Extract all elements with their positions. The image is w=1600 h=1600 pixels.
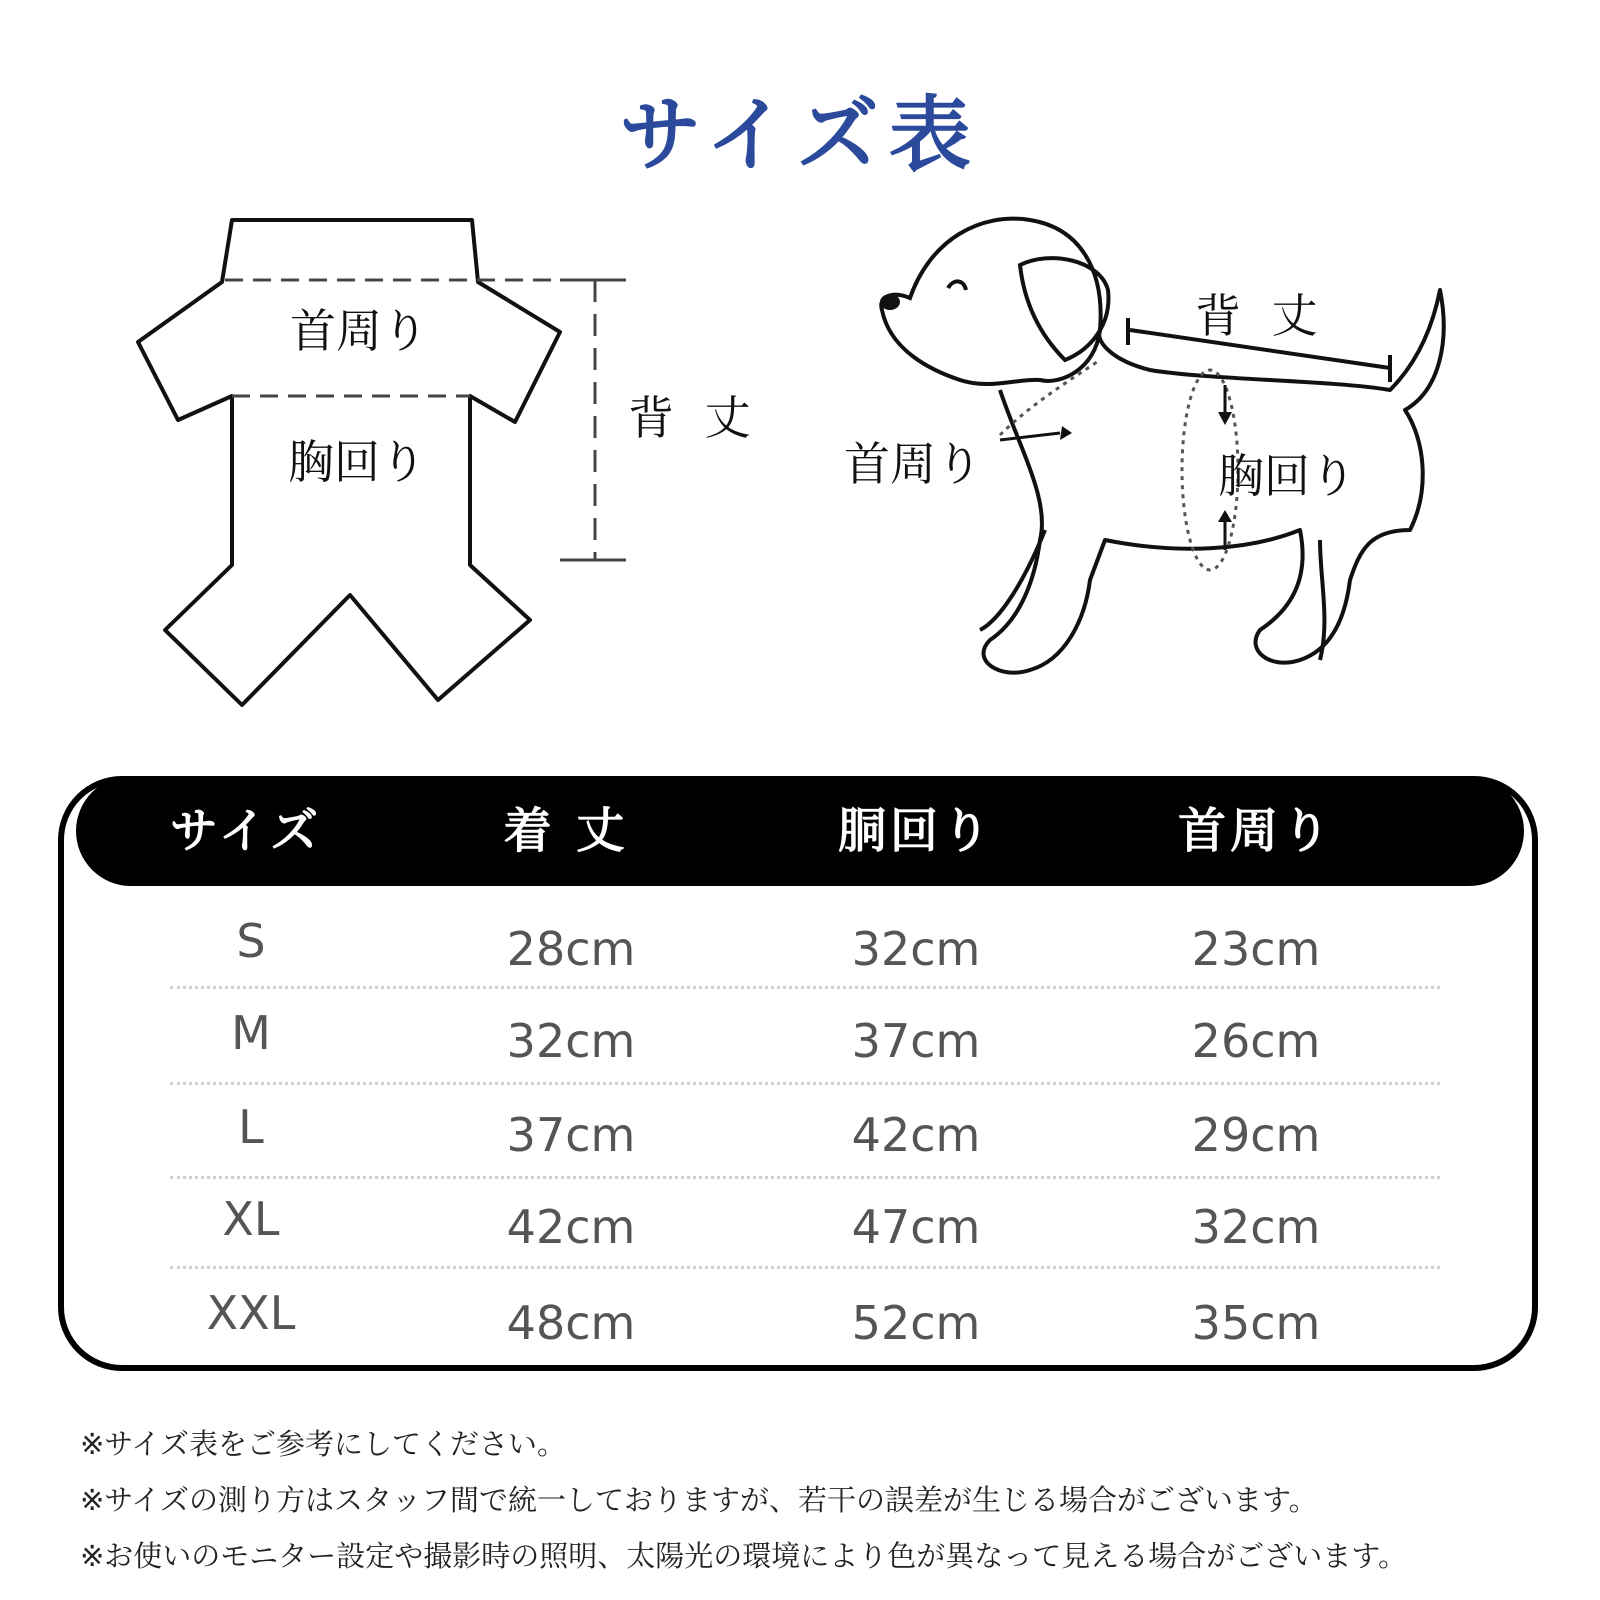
size-cell: M [231,1006,271,1060]
header-neck: 首周り [1177,803,1334,859]
garment-back-label: 背 丈 [628,391,759,445]
neck-cell: 26cm [1191,1014,1321,1068]
dog-chest-label: 胸回り [1218,449,1356,503]
length-cell: 48cm [506,1296,636,1350]
waist-cell: 32cm [851,922,981,976]
table-row [76,1268,1524,1358]
neck-cell: 35cm [1191,1296,1321,1350]
waist-cell: 52cm [851,1296,981,1350]
neck-cell: 32cm [1191,1200,1321,1254]
length-cell: 32cm [506,1014,636,1068]
table-row [76,1174,1524,1264]
table-row [76,896,1524,986]
header-size: サイズ [169,803,323,859]
table-row [76,988,1524,1078]
note-color-difference: ※お使いのモニター設定や撮影時の照明、太陽光の環境により色が異なって見える場合がございます。 [80,1539,1407,1573]
waist-cell: 42cm [851,1108,981,1162]
dog-back-label: 背 丈 [1195,289,1326,343]
note-measurement-error: ※サイズの測り方はスタッフ間で統一しておりますが、若干の誤差が生じる場合がございます。 [80,1483,1318,1517]
garment-outline-illustration [120,200,780,730]
dog-neck-label: 首周り [844,437,982,491]
neck-cell: 23cm [1191,922,1321,976]
neck-cell: 29cm [1191,1108,1321,1162]
garment-chest-label: 胸回り [288,435,426,489]
garment-diagram [120,200,780,730]
size-cell: S [236,914,266,968]
table-row [76,1082,1524,1172]
waist-cell: 37cm [851,1014,981,1068]
size-table-header [76,776,1524,886]
header-waist: 胴回り [837,803,994,859]
header-length: 着 丈 [503,803,629,859]
length-cell: 28cm [506,922,636,976]
dog-diagram [844,200,1500,730]
size-cell: L [238,1100,264,1154]
length-cell: 37cm [506,1108,636,1162]
note-reference: ※サイズ表をご参考にしてください。 [80,1427,566,1461]
size-cell: XL [222,1192,280,1246]
waist-cell: 47cm [851,1200,981,1254]
size-cell: XXL [206,1286,296,1340]
length-cell: 42cm [506,1200,636,1254]
page-title: サイズ表 [619,88,981,183]
garment-neck-label: 首周り [290,304,428,358]
